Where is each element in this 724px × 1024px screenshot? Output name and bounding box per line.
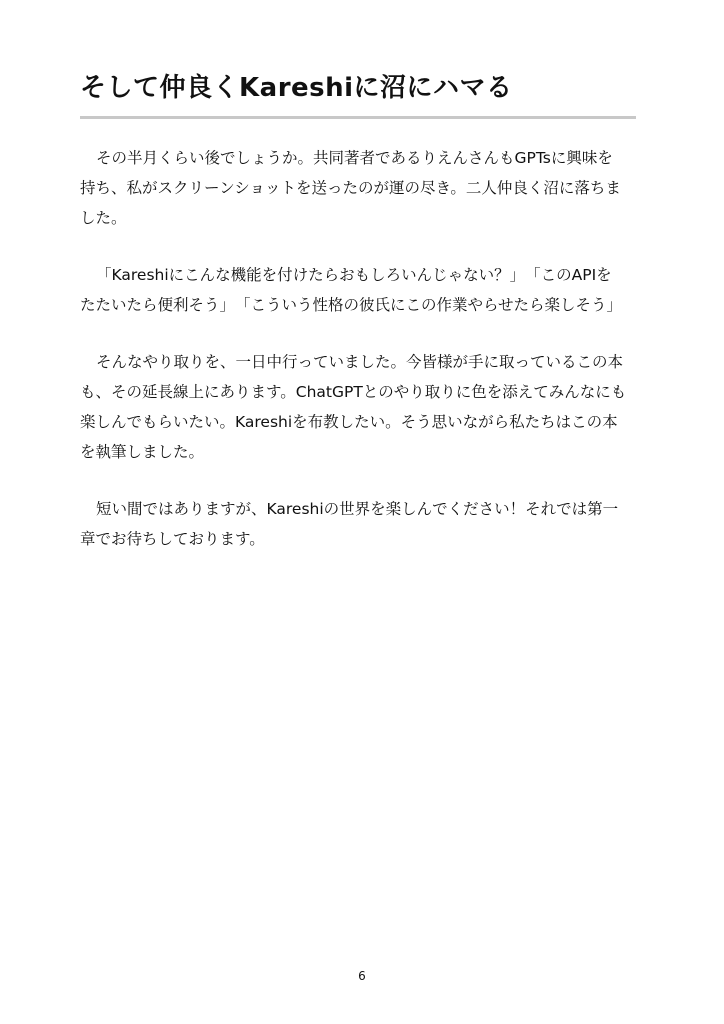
paragraph-line: 短い間ではありますが、Kareshiの世界を楽しんでください！それでは第一 bbox=[96, 500, 619, 518]
paragraph-line: たたいたら便利そう」 「こういう性格の彼氏にこの作業やらせたら楽しそう」 bbox=[80, 296, 623, 314]
paragraph-2 bbox=[80, 260, 640, 320]
paragraph-line: も、その延長線上にあります。ChatGPTとのやり取りに色を添えてみんなにも bbox=[80, 383, 627, 401]
page-number: 6 bbox=[358, 969, 366, 983]
chapter-title: そして仲良くKareshiに沼にハマる bbox=[80, 73, 513, 103]
paragraph-line: 「Kareshiにこんな機能を付けたらおもしろいんじゃない？」 「このAPIを bbox=[96, 266, 612, 284]
paragraph-4 bbox=[80, 494, 640, 554]
body-text bbox=[80, 143, 640, 581]
paragraph-3 bbox=[80, 347, 640, 467]
paragraph-1 bbox=[80, 143, 640, 233]
title-underline bbox=[80, 116, 636, 119]
paragraph-line: 楽しんでもらいたい。Kareshiを布教したい。そう思いながら私たちはこの本 bbox=[80, 413, 618, 431]
paragraph-line: 章でお待ちしております。 bbox=[80, 530, 265, 548]
paragraph-line: 持ち、私がスクリーンショットを送ったのが運の尽き。二人仲良く沼に落ちま bbox=[80, 179, 621, 197]
paragraph-line: その半月くらい後でしょうか。共同著者であるりえんさんもGPTsに興味を bbox=[96, 149, 613, 167]
paragraph-line: した。 bbox=[80, 209, 127, 227]
paragraph-line: を執筆しました。 bbox=[80, 443, 205, 461]
paragraph-line: そんなやり取りを、一日中行っていました。今皆様が手に取っているこの本 bbox=[96, 353, 624, 371]
